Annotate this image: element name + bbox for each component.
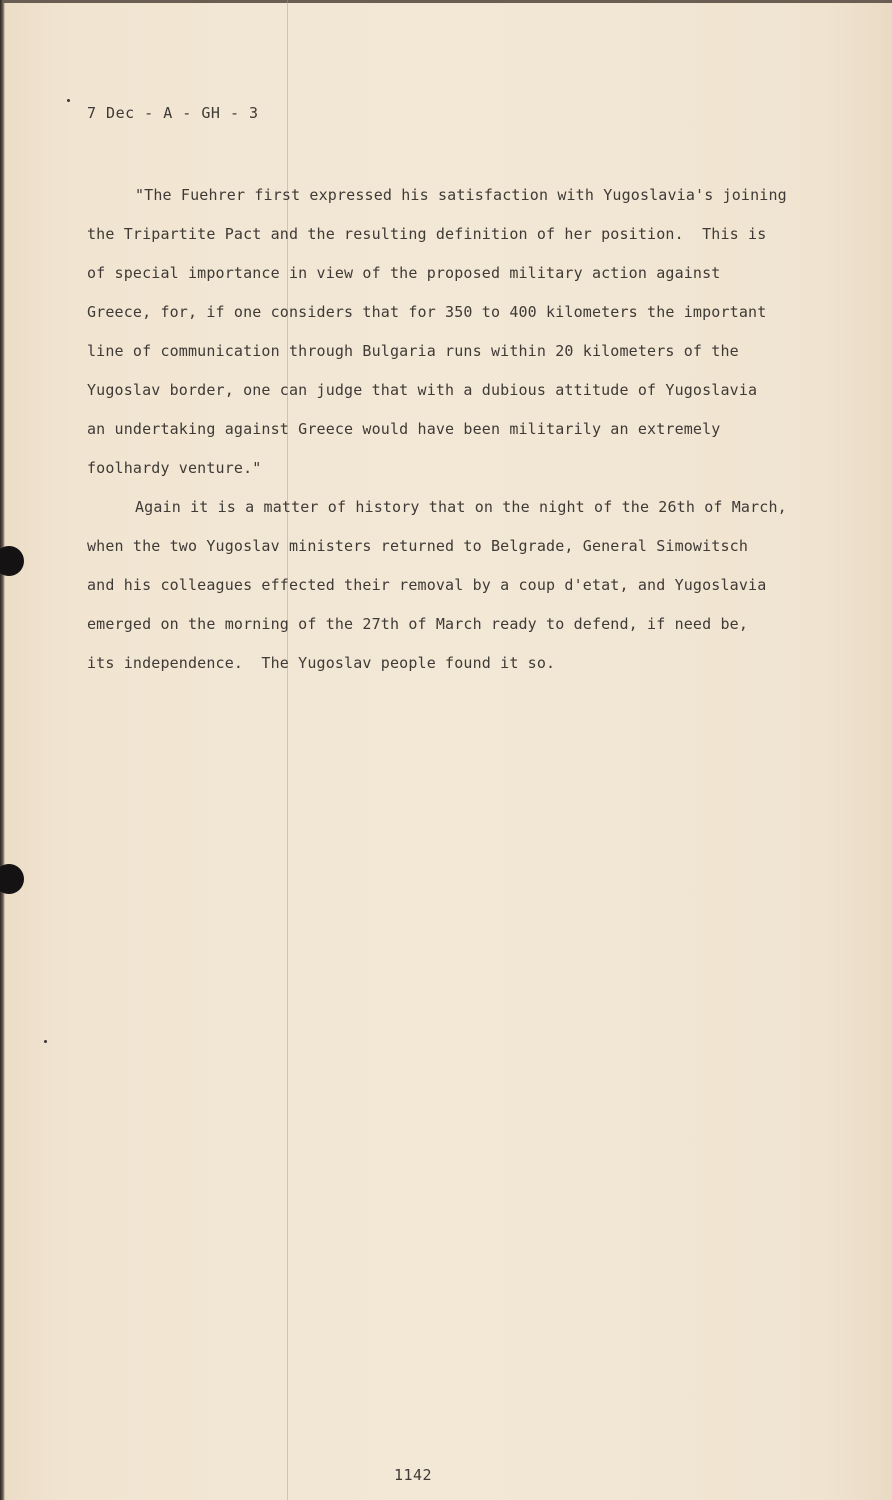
text-line: Again it is a matter of history that on the night of the 26th of March, — [135, 498, 787, 516]
text-line: its independence. The Yugoslav people found it so. — [87, 654, 556, 672]
ink-speck — [67, 99, 70, 102]
paragraph-quote — [87, 176, 827, 488]
punch-hole-upper — [0, 546, 24, 576]
text-line: and his colleagues effected their removal by a coup d'etat, and Yugoslavia — [87, 576, 767, 594]
ink-speck — [44, 1040, 47, 1043]
paragraph-history — [87, 488, 827, 683]
text-line: Yugoslav border, one can judge that with a dubious attitude of Yugoslavia — [87, 381, 758, 399]
document-body — [87, 176, 827, 683]
paper-top-edge — [0, 0, 892, 3]
text-line: foolhardy venture." — [87, 459, 262, 477]
text-line: when the two Yugoslav ministers returned to Belgrade, General Simowitsch — [87, 537, 749, 555]
text-line: Greece, for, if one considers that for 350 to 400 kilometers the important — [87, 303, 767, 321]
text-line: emerged on the morning of the 27th of March ready to defend, if need be, — [87, 615, 749, 633]
text-line: of special importance in view of the proposed military action against — [87, 264, 721, 282]
text-line: line of communication through Bulgaria runs within 20 kilometers of the — [87, 342, 739, 360]
punch-hole-lower — [0, 864, 24, 894]
page-number: 1142 — [393, 1466, 433, 1484]
text-line: the Tripartite Pact and the resulting definition of her position. This is — [87, 225, 767, 243]
text-line: "The Fuehrer first expressed his satisfaction with Yugoslavia's joining — [135, 186, 787, 204]
document-reference: 7 Dec - A - GH - 3 — [87, 104, 259, 122]
text-line: an undertaking against Greece would have been militarily an extremely — [87, 420, 721, 438]
paper-left-edge — [0, 0, 5, 1500]
